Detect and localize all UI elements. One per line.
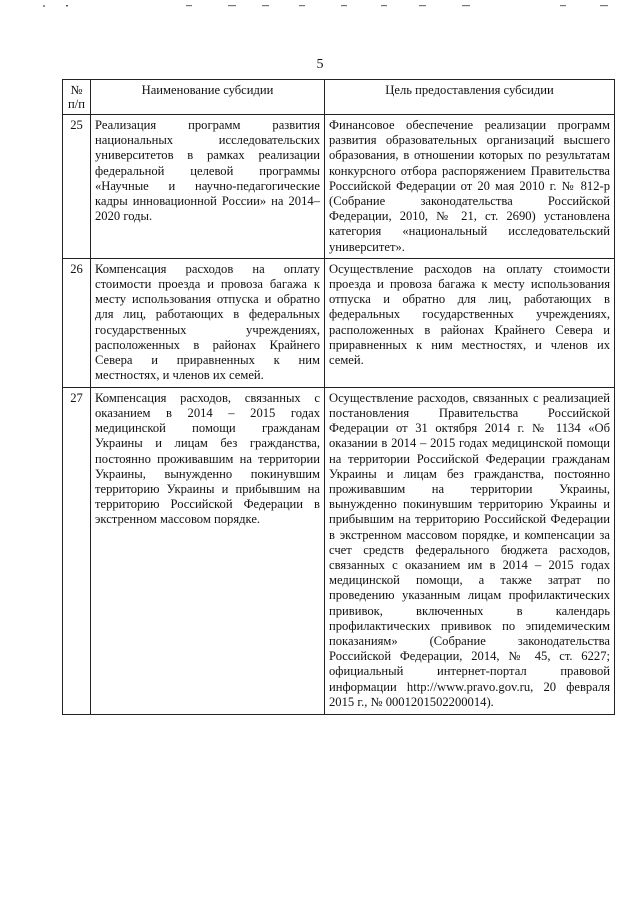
subsidy-goal: Финансовое обеспечение реализации программ развития образовательных организаций высшего образования, в отношении которых по результатам конкурсного отбора распоряжением Правительства Российской Федерации от 20 мая 2010 г. № 812-р (Собрание законодательства Российской Федерации, 2010, № 21, ст. 2690) установлена категория «национальный исследовательский университет».	[325, 115, 615, 259]
subsidy-goal: Осуществление расходов, связанных с реализацией постановления Правительства Российской Федерации от 31 октября 2014 г. № 1134 «Об оказании в 2014 – 2015 годах медицинской помощи на территории Российской Федерации гражданам Украины и лицам без гражданства, постоянно проживавшим на территории Украины, вынужденно покинувшим территорию Украины и прибывшим на территорию Российской Федерации в экстренном массовом порядке, и компенсации за счет средств федерального бюджета расходов, связанных с оказанием им в 2014 – 2015 годах медицинской помощи, а также затрат по проведению указанным лицам профилактических прививок, включенных в календарь профилактических прививок по эпидемическим показаниям» (Собрание законодательства Российской Федерации, 2014, № 45, ст. 6227; официальный интернет-портал правовой информации http://www.pravo.gov.ru, 20 февраля 2015 г., № 0001201502200014).	[325, 387, 615, 714]
subsidy-name: Компенсация расходов, связанных с оказанием в 2014 – 2015 годах медицинской помощи гражданам Украины и лицам без гражданства, постоянно проживавшим на территории Украины, вынужденно покинувшим территорию Украины и прибывшим на территорию Российской Федерации в экстренном массовом порядке.	[91, 387, 325, 714]
subsidy-name: Компенсация расходов на оплату стоимости проезда и провоза багажа к месту использования отпуска и обратно для лиц, работающих в федеральных государственных учреждениях, расположенных в районах Крайнего Севера и приравненных к ним местностях, и членов их семей.	[91, 258, 325, 387]
table-row	[63, 258, 615, 387]
row-number: 26	[63, 258, 91, 387]
header-number: № п/п	[63, 80, 91, 115]
subsidy-goal: Осуществление расходов на оплату стоимости проезда и провоза багажа к месту использования отпуска и обратно для лиц, работающих в федеральных государственных учреждениях, расположенных в районах Крайнего Севера и приравненных к ним местностях, и членов их семей.	[325, 258, 615, 387]
row-number: 27	[63, 387, 91, 714]
table-row	[63, 387, 615, 714]
row-number: 25	[63, 115, 91, 259]
header-subsidy-name: Наименование субсидии	[91, 80, 325, 115]
table-row	[63, 115, 615, 259]
page-number: 5	[316, 57, 324, 72]
subsidies-table	[62, 79, 615, 715]
subsidy-name: Реализация программ развития национальных исследовательских университетов в рамках реализации федеральной целевой программы «Научные и научно-педагогические кадры инновационной России» на 2014–2020 годы.	[91, 115, 325, 259]
table-header-row	[63, 80, 615, 115]
header-subsidy-goal: Цель предоставления субсидии	[325, 80, 615, 115]
scan-artifact-dots	[0, 3, 640, 9]
